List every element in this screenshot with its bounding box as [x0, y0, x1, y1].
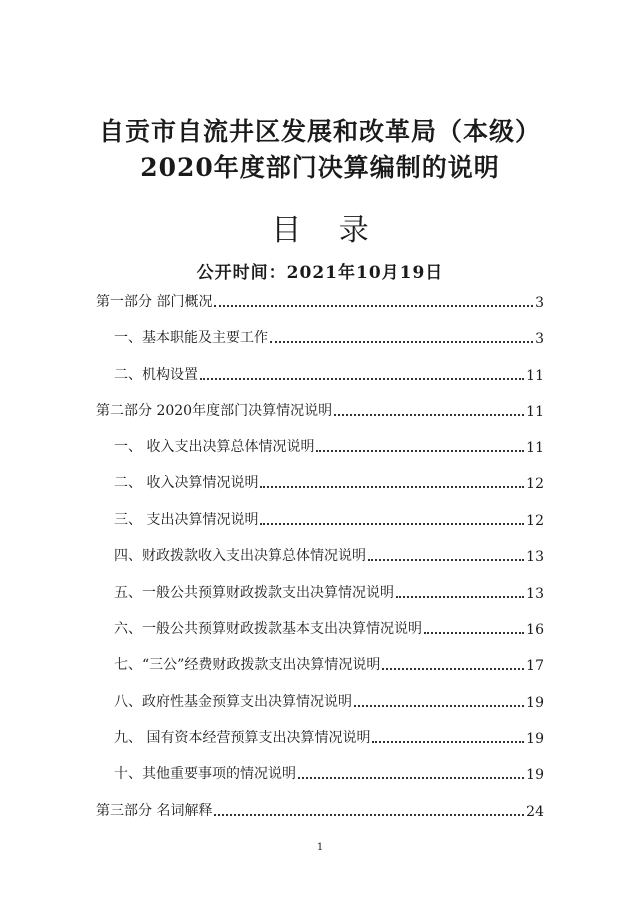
toc-entry-1-2[interactable]: [114, 362, 544, 384]
toc-entry-2-2[interactable]: [114, 470, 544, 492]
toc-entry-2-3[interactable]: [114, 507, 544, 529]
toc-dot-leader: [354, 705, 524, 707]
toc-dot-leader: [334, 414, 524, 416]
document-title-line-2: 2020年度部门决算编制的说明: [140, 153, 500, 182]
toc-dot-leader: [260, 486, 524, 488]
toc-entry-page: 11: [526, 368, 544, 384]
toc-dot-leader: [316, 450, 524, 452]
toc-dot-leader: [382, 668, 524, 670]
toc-entry-label: 九、 国有资本经营预算支出决算情况说明: [114, 730, 371, 746]
toc-entry-label: 三、 支出决算情况说明: [114, 512, 259, 528]
toc-entry-2-5[interactable]: [114, 580, 544, 602]
toc-entry-2-1[interactable]: [114, 434, 544, 456]
toc-entry-2-4[interactable]: [114, 543, 544, 565]
toc-entry-page: 3: [535, 331, 544, 347]
toc-dot-leader: [372, 741, 524, 743]
toc-entry-label: 一、基本职能及主要工作: [114, 330, 268, 346]
toc-entry-page: 24: [526, 804, 544, 820]
toc-dot-leader: [200, 378, 524, 380]
toc-entry-label: 第二部分 2020年度部门决算情况说明: [96, 403, 333, 419]
toc-dot-leader: [270, 341, 533, 343]
toc-entry-label: 五、一般公共预算财政拨款支出决算情况说明: [114, 585, 394, 601]
toc-entry-2-9[interactable]: [114, 725, 544, 747]
toc-dot-leader: [214, 814, 524, 816]
toc-entry-2-7[interactable]: [114, 652, 544, 674]
toc-entry-page: 13: [526, 586, 544, 602]
toc-entry-label: 二、 收入决算情况说明: [114, 475, 259, 491]
toc-entry-label: 第三部分 名词解释: [96, 803, 213, 819]
toc-entry-page: 12: [526, 476, 544, 492]
toc-entry-1-1[interactable]: [114, 325, 544, 347]
toc-entry-page: 12: [526, 513, 544, 529]
toc-heading: 目 录: [271, 213, 383, 248]
toc-dot-leader: [214, 305, 533, 307]
toc-entry-2-8[interactable]: [114, 689, 544, 711]
toc-entry-page: 19: [526, 767, 544, 783]
toc-entry-label: 第一部分 部门概况: [96, 294, 213, 310]
toc-dot-leader: [298, 777, 524, 779]
toc-entry-page: 13: [526, 549, 544, 565]
toc-entry-page: 19: [526, 731, 544, 747]
toc-entry-label: 二、机构设置: [114, 367, 198, 383]
toc-entry-label: 六、一般公共预算财政拨款基本支出决算情况说明: [114, 621, 422, 637]
toc-entry-label: 四、财政拨款收入支出决算总体情况说明: [114, 548, 366, 564]
toc-entry-page: 3: [535, 295, 544, 311]
toc-dot-leader: [424, 632, 524, 634]
toc-entry-page: 17: [526, 658, 544, 674]
toc-entry-page: 19: [526, 695, 544, 711]
toc-entry-label: 一、 收入支出决算总体情况说明: [114, 439, 315, 455]
page-number: 1: [316, 842, 324, 853]
toc-dot-leader: [396, 596, 524, 598]
toc-entry-part-2[interactable]: [96, 398, 544, 420]
toc-dot-leader: [368, 559, 524, 561]
document-title-line-1: 自贡市自流井区发展和改革局（本级）: [98, 117, 541, 146]
toc-dot-leader: [260, 523, 524, 525]
toc-entry-label: 七、“三公”经费财政拨款支出决算情况说明: [114, 657, 381, 673]
toc-entry-page: 16: [526, 622, 544, 638]
toc-entry-page: 11: [526, 404, 544, 420]
toc-entry-label: 八、政府性基金预算支出决算情况说明: [114, 694, 352, 710]
toc-entry-part-1[interactable]: [96, 289, 544, 311]
toc-entry-label: 十、其他重要事项的情况说明: [114, 766, 296, 782]
publish-date: 公开时间：2021年10月19日: [196, 263, 444, 283]
toc-entry-page: 11: [526, 440, 544, 456]
toc-entry-2-10[interactable]: [114, 761, 544, 783]
toc-entry-2-6[interactable]: [114, 616, 544, 638]
toc-entry-part-3[interactable]: [96, 798, 544, 820]
